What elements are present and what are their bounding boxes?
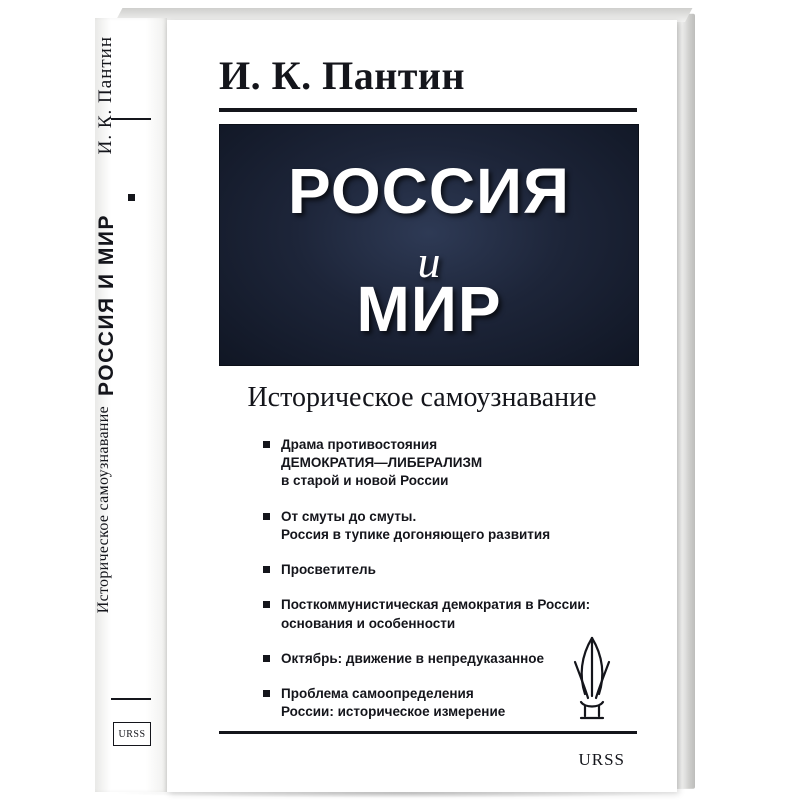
spine-rule-bottom <box>111 698 151 700</box>
title-line-2: МИР <box>356 273 502 345</box>
list-item <box>263 561 623 579</box>
list-item <box>263 508 623 544</box>
list-item-line: ДЕМОКРАТИЯ—ЛИБЕРАЛИЗМ <box>281 455 483 471</box>
list-item-line: Просветитель <box>281 562 376 578</box>
list-item-line: От смуты до смуты. <box>281 508 417 524</box>
list-item-line: Октябрь: движение в непредуказанное <box>281 650 545 666</box>
urss-logo-icon <box>555 632 629 728</box>
list-item-line: в старой и новой России <box>281 473 449 489</box>
cover-rule-bottom <box>219 731 637 734</box>
page-edge <box>675 14 695 789</box>
spine-author: И. К. Пантин <box>95 36 116 155</box>
list-item-line: Россия в тупике догоняющего развития <box>281 526 551 542</box>
title-panel <box>219 124 639 366</box>
spine-title: РОССИЯ И МИР <box>95 214 118 396</box>
list-item-line: Посткоммунистическая демократия в России: <box>281 597 591 613</box>
list-item <box>263 596 623 632</box>
list-item-line: основания и особенности <box>281 615 456 631</box>
cover-rule-top <box>219 108 637 112</box>
front-cover <box>167 20 677 792</box>
title-line-1: РОССИЯ <box>287 155 571 227</box>
spine-publisher-mark: URSS <box>113 722 151 746</box>
list-item <box>263 436 623 491</box>
spine-subtitle: Историческое самоузнавание <box>95 406 112 614</box>
list-item-line: России: историческое измерение <box>281 704 506 720</box>
list-item-line: Драма противостояния <box>281 437 438 452</box>
book <box>95 8 695 792</box>
publisher-name: URSS <box>578 750 625 769</box>
book-spine <box>95 18 167 792</box>
spine-square-marker <box>128 194 135 201</box>
cover-author: И. К. Пантин <box>219 53 466 98</box>
cover-subtitle: Историческое самоузнавание <box>247 382 597 413</box>
title-conjunction: и <box>417 236 441 287</box>
list-item-line: Проблема самоопределения <box>281 685 474 701</box>
